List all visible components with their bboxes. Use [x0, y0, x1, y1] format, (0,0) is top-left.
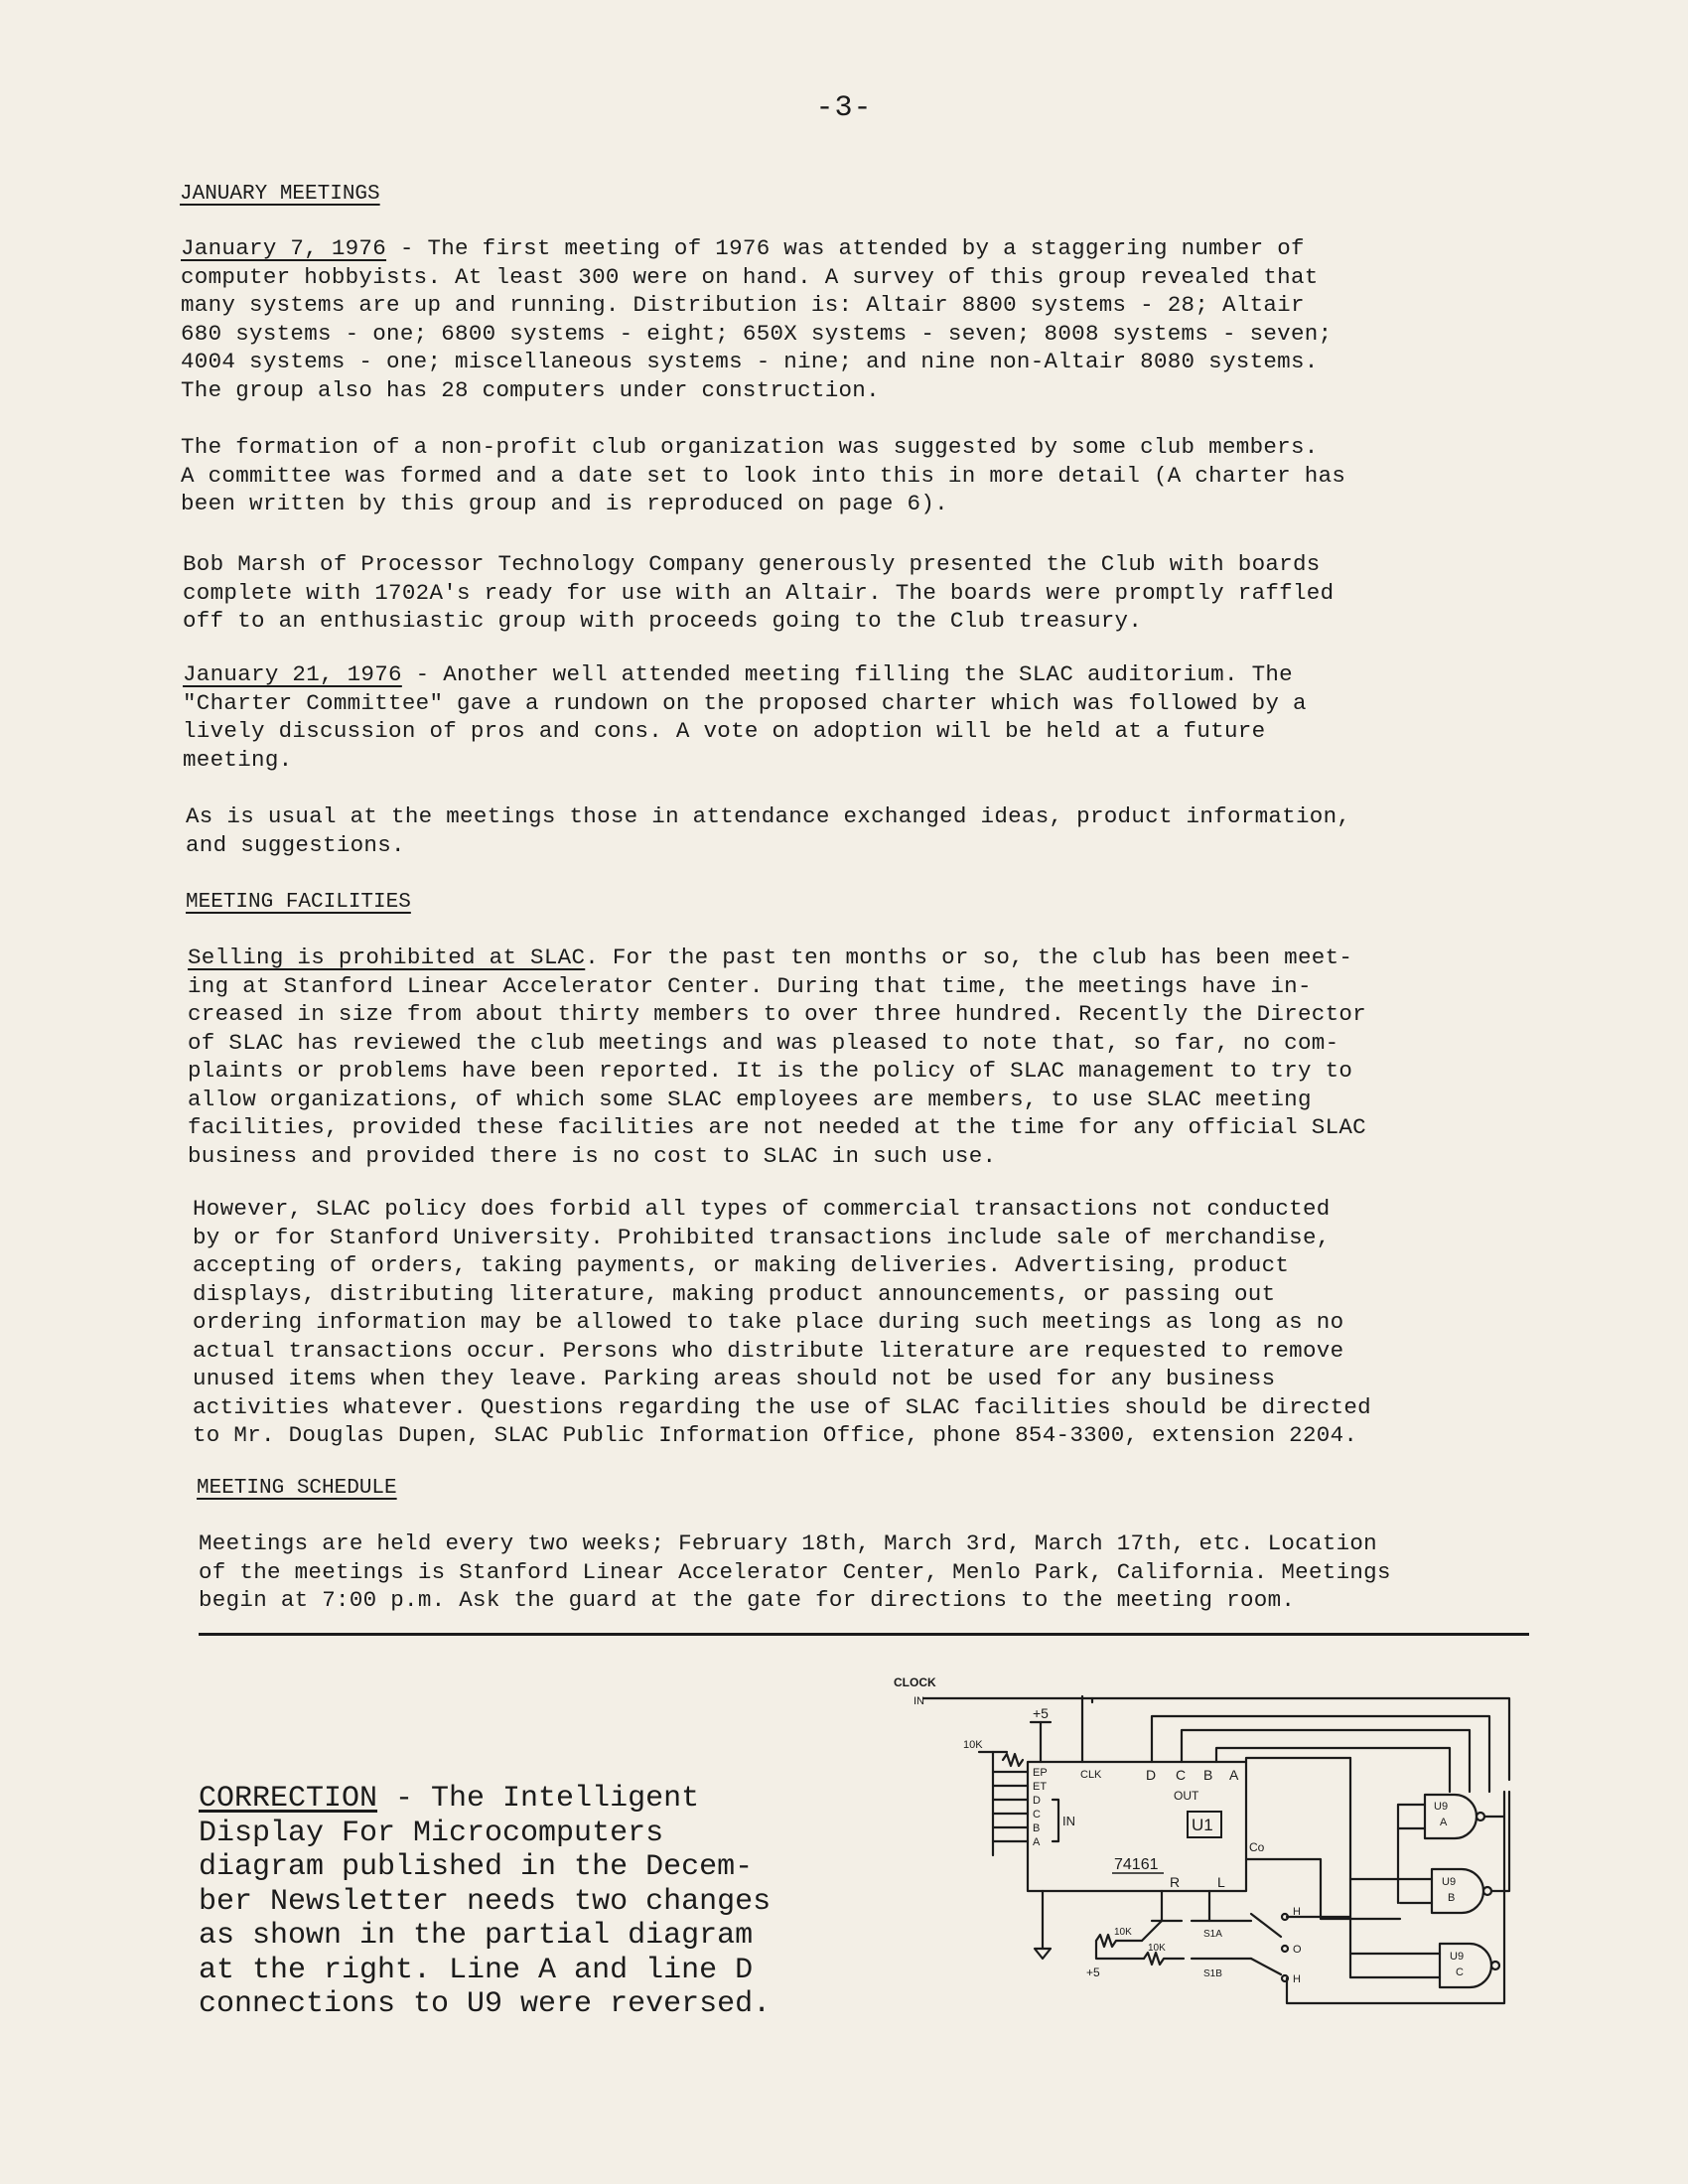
- plus5-top-label: +5: [1033, 1705, 1049, 1721]
- switch-s1b-label: S1B: [1203, 1968, 1222, 1979]
- switch-o-label: O: [1293, 1944, 1302, 1956]
- pin-d: D: [1033, 1795, 1041, 1807]
- co-label: Co: [1249, 1840, 1265, 1854]
- gate-b-u9: U9: [1442, 1876, 1457, 1888]
- pin-b: B: [1033, 1822, 1041, 1834]
- gate-c-u9: U9: [1450, 1951, 1465, 1963]
- gate-a-u9: U9: [1434, 1801, 1449, 1813]
- gate-a-letter: A: [1440, 1817, 1448, 1828]
- paragraph-january-21: [183, 660, 1307, 774]
- gate-b-letter: B: [1448, 1892, 1456, 1904]
- pin-et: ET: [1033, 1781, 1048, 1793]
- paragraph-january-21-text: - Another well attended meeting filling the SLAC auditorium. The "Charter Committee" gave a rundown on the proposed charter which was followed by a lively discussion of pros and cons. A vote on adoption will be held at a future meeting.: [183, 661, 1307, 773]
- paragraph-slac-policy: However, SLAC policy does forbid all types of commercial transactions not conducted by or for Stanford University. Prohibited transactions include sale of merchandise, accepting of orders, taking payments, or making deliveries. Advertising, product displays, distributing literature, making product announcements, or passing out ordering information may be allowed to take place during such meetings as long as no actual transactions occur. Persons who distribute literature are requested to remove unused items when they leave. Parking areas should not be used for any business activities whatever. Questions regarding the use of SLAC facilities should be directed to Mr. Douglas Dupen, SLAC Public Information Office, phone 854-3300, extension 2204.: [193, 1196, 1371, 1448]
- partial-circuit-diagram: [854, 1661, 1529, 2028]
- paragraph-nonprofit-club: The formation of a non-profit club organization was suggested by some club members. A committee was formed and a date set to look into this in more detail (A charter has been written by this group and is reproduced on page 6).: [181, 434, 1346, 516]
- heading-meeting-facilities: MEETING FACILITIES: [186, 891, 411, 914]
- out-pin-c: C: [1176, 1767, 1187, 1783]
- correction-notice: [199, 1782, 854, 2022]
- switch-h2-label: H: [1293, 1973, 1301, 1985]
- out-pin-a: A: [1229, 1767, 1239, 1783]
- chip-name: 74161: [1114, 1856, 1159, 1873]
- paragraph-exchange-ideas: As is usual at the meetings those in attendance exchanged ideas, product information, and suggestions.: [186, 803, 1351, 858]
- heading-meeting-schedule: MEETING SCHEDULE: [197, 1477, 397, 1500]
- clock-label: CLOCK: [894, 1675, 936, 1689]
- correction-lead: CORRECTION: [199, 1782, 378, 1816]
- paragraph-selling-prohibited-text: . For the past ten months or so, the club has been meet- ing at Stanford Linear Accelerator Center. During that time, the meetings have in- creased in size from about thirty members to over three hundred. Recently the Director of SLAC has reviewed the club meetings and was pleased to note that, so far, no com- plaints or problems have been reported. It is the policy of SLAC management to try to allow organizations, of which some SLAC employees are members, to use SLAC meeting facilities, provided these facilities are not needed at the time for any official SLAC business and provided there is no cost to SLAC in such use.: [188, 945, 1366, 1169]
- switch-h-label: H: [1293, 1906, 1301, 1918]
- paragraph-selling-prohibited: [188, 944, 1366, 1170]
- date-january-21: January 21, 1976: [183, 661, 402, 687]
- horizontal-rule: [199, 1633, 1529, 1636]
- chip-id: U1: [1192, 1816, 1213, 1834]
- pin-c: C: [1033, 1809, 1041, 1820]
- out-label: OUT: [1174, 1789, 1199, 1803]
- in-label: IN: [1062, 1814, 1075, 1828]
- res-10k-left-label: 10K: [963, 1739, 983, 1751]
- clk-label: CLK: [1080, 1769, 1102, 1781]
- selling-prohibited-lead: Selling is prohibited at SLAC: [188, 945, 586, 970]
- page-number: -3-: [815, 91, 873, 125]
- pin-ep: EP: [1033, 1767, 1048, 1779]
- heading-january-meetings: JANUARY MEETINGS: [180, 183, 380, 206]
- l-pin-label: L: [1217, 1874, 1225, 1890]
- date-january-7: January 7, 1976: [181, 235, 387, 261]
- r-pin-label: R: [1170, 1874, 1181, 1890]
- clock-in-label: IN: [914, 1695, 924, 1707]
- switch-s1a-label: S1A: [1203, 1929, 1222, 1940]
- paragraph-january-7-text: - The first meeting of 1976 was attended by a staggering number of computer hobbyists. At least 300 were on hand. A survey of this group revealed that many systems are up and running. Distribution is: Altair 8800 systems - 28; Altair 680 systems - one; 6800 systems - eight; 650X systems - seven; 8008 systems - seven; 4004 systems - one; miscellaneous systems - nine; and nine non-Altair 8080 systems. The group also has 28 computers under construction.: [181, 235, 1333, 403]
- plus5-bottom-label: +5: [1086, 1966, 1100, 1979]
- paragraph-january-7: [181, 234, 1332, 404]
- res-10k-bottom-label-2: 10K: [1148, 1943, 1166, 1954]
- paragraph-bob-marsh: Bob Marsh of Processor Technology Company generously presented the Club with boards complete with 1702A's ready for use with an Altair. The boards were promptly raffled off to an enthusiastic group with proceeds going to the Club treasury.: [183, 551, 1335, 634]
- res-10k-bottom-label: 10K: [1114, 1927, 1132, 1938]
- gate-c-letter: C: [1456, 1966, 1464, 1978]
- correction-text: - The Intelligent Display For Microcomputers diagram published in the Decem- ber Newsletter needs two changes as shown in the partial diagram at the right. Line A and line D connections to U9 were reversed.: [199, 1782, 772, 2021]
- paragraph-meeting-schedule: Meetings are held every two weeks; February 18th, March 3rd, March 17th, etc. Location of the meetings is Stanford Linear Accelerator Center, Menlo Park, California. Meetings begin at 7:00 p.m. Ask the guard at the gate for directions to the meeting room.: [199, 1530, 1391, 1613]
- out-pin-d: D: [1146, 1767, 1157, 1783]
- out-pin-b: B: [1203, 1767, 1213, 1783]
- pin-a: A: [1033, 1836, 1041, 1848]
